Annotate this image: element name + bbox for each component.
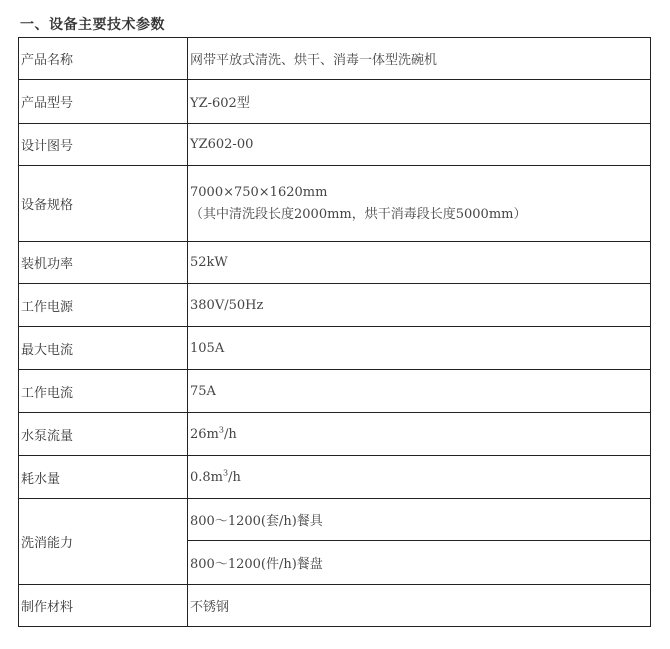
row-value: 不锈钢 — [188, 585, 651, 627]
table-row — [19, 80, 651, 124]
row-label: 洗消能力 — [19, 499, 188, 585]
row-label: 水泵流量 — [19, 413, 188, 456]
row-value: 网带平放式清洗、烘干、消毒一体型洗碗机 — [188, 38, 651, 80]
row-label: 最大电流 — [19, 327, 188, 370]
row-value: 105A — [188, 327, 651, 370]
row-label: 产品型号 — [19, 80, 188, 124]
row-label: 工作电源 — [19, 284, 188, 327]
water-unit: /h — [228, 469, 241, 485]
row-value: 800～1200(件/h)餐盘 — [188, 541, 651, 585]
row-label: 装机功率 — [19, 242, 188, 284]
table-row — [19, 38, 651, 80]
flow-value: 26m — [190, 426, 219, 442]
row-value: 800～1200(套/h)餐具 — [188, 499, 651, 541]
flow-unit: /h — [223, 426, 237, 442]
table-row — [19, 413, 651, 456]
table-row — [19, 499, 651, 541]
row-label: 产品名称 — [19, 38, 188, 80]
table-row — [19, 124, 651, 166]
spec-dimensions: 7000×750×1620mm — [190, 184, 328, 200]
row-value — [188, 166, 651, 242]
water-value: 0.8m — [190, 469, 224, 485]
table-row — [19, 284, 651, 327]
table-row — [19, 456, 651, 499]
table-row — [19, 585, 651, 627]
row-label: 工作电流 — [19, 370, 188, 413]
spec-section-lengths: （其中清洗段长度2000mm，烘干消毒段长度5000mm） — [190, 206, 527, 222]
row-value: 75A — [188, 370, 651, 413]
table-row — [19, 327, 651, 370]
spec-table — [18, 37, 651, 627]
row-value: 52kW — [188, 242, 651, 284]
table-row — [19, 370, 651, 413]
table-row — [19, 242, 651, 284]
water-exponent: 3 — [223, 468, 229, 478]
table-row — [19, 166, 651, 242]
row-value: 380V/50Hz — [188, 284, 651, 327]
row-value — [188, 413, 651, 456]
row-label: 制作材料 — [19, 585, 188, 627]
flow-exponent: 3 — [218, 425, 224, 435]
row-value: YZ-602型 — [188, 80, 651, 124]
row-label: 设计图号 — [19, 124, 188, 166]
row-label: 耗水量 — [19, 456, 188, 499]
row-value — [188, 456, 651, 499]
section-heading: 一、设备主要技术参数 — [20, 17, 165, 33]
row-label: 设备规格 — [19, 166, 188, 242]
row-value: YZ602-00 — [188, 124, 651, 166]
